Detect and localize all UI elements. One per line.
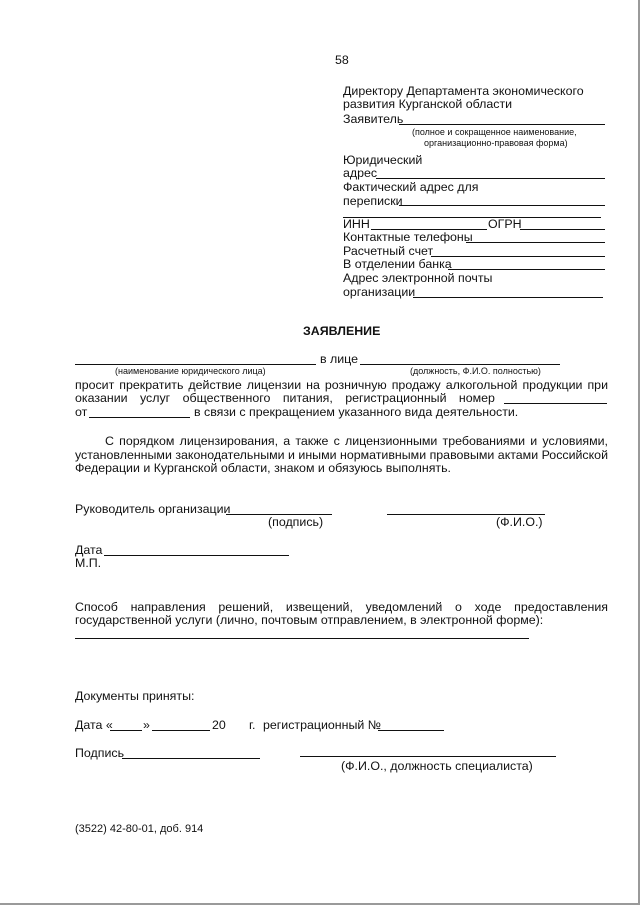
accepted-month-line[interactable] <box>152 730 210 731</box>
legal-address-label-2: адрес <box>343 166 378 180</box>
addressee-line-1: Директору Департамента экономического <box>343 84 584 98</box>
registration-number-line[interactable] <box>378 730 444 731</box>
accepted-day-line[interactable] <box>110 730 142 731</box>
specialist-hint: (Ф.И.О., должность специалиста) <box>341 759 533 773</box>
addressee-line-2: развития Курганской области <box>343 97 513 111</box>
position-fio-line[interactable] <box>360 364 560 365</box>
body2-line-1: С порядком лицензирования, а также с лицензионными требованиями и условиями, <box>105 434 608 448</box>
legal-address-line[interactable] <box>376 178 605 179</box>
accepted-year-prefix: 20 <box>212 718 226 732</box>
license-number-line[interactable] <box>504 403 607 404</box>
body-word: оказании <box>75 391 128 405</box>
fio-hint: (Ф.И.О.) <box>496 515 543 529</box>
phones-label: Контактные телефоны <box>343 230 473 244</box>
account-line[interactable] <box>431 256 605 257</box>
org-name-line[interactable] <box>75 364 316 365</box>
body2-line-2: установленными законодательными и иными нормативными правовыми актами Российской <box>75 448 608 462</box>
in-person-label: в лице <box>320 352 359 366</box>
account-label: Расчетный счет <box>343 244 434 258</box>
email-label-2: организации <box>343 285 416 299</box>
body-word: услуг <box>139 391 171 405</box>
date-line[interactable] <box>104 555 289 556</box>
email-line[interactable] <box>413 297 603 298</box>
registration-number-label: регистрационный № <box>263 718 382 732</box>
stamp-label: М.П. <box>75 556 102 570</box>
date-label: Дата <box>75 543 103 557</box>
method-line[interactable] <box>75 638 529 639</box>
body-word: общественного <box>182 391 271 405</box>
applicant-label: Заявитель <box>343 112 404 126</box>
footer-phone: (3522) 42-80-01, доб. 914 <box>75 823 204 835</box>
method-line-1: Способ направления решений, извещений, уведомлений о ходе предоставления <box>75 600 608 614</box>
ogrn-label: ОГРН <box>488 217 522 231</box>
phones-line[interactable] <box>466 242 605 243</box>
accepted-sign-line[interactable] <box>122 758 260 759</box>
ogrn-line[interactable] <box>520 229 605 230</box>
accepted-sign-label: Подпись <box>75 746 125 760</box>
page-number: 58 <box>335 53 349 67</box>
body2-line-3: Федерации и Курганской области, знаком и обязуюсь выполнять. <box>75 461 451 475</box>
applicant-hint-1: (полное и сокращенное наименование, <box>412 127 577 137</box>
bank-label: В отделении банка <box>343 257 452 271</box>
method-line-2: государственной услуги (лично, почтовым отправлением, в электронной форме): <box>75 613 544 627</box>
accepted-year-suffix: г. <box>249 718 256 732</box>
org-name-hint: (наименование юридического лица) <box>115 366 266 376</box>
license-date-line[interactable] <box>89 417 190 418</box>
body-word: номер <box>458 391 495 405</box>
applicant-hint-2: организационно-правовая форма) <box>424 138 568 148</box>
position-fio-hint: (должность, Ф.И.О. полностью) <box>410 366 541 376</box>
body-line-2 <box>75 391 495 406</box>
accepted-title: Документы приняты: <box>75 689 195 703</box>
applicant-line[interactable] <box>399 124 605 125</box>
specialist-line[interactable] <box>300 756 556 757</box>
signature-hint: (подпись) <box>268 515 324 529</box>
email-label-1: Адрес электронной почты <box>343 271 493 285</box>
accepted-date-close: » <box>143 718 150 732</box>
from-label: от <box>75 405 88 419</box>
accepted-date-label: Дата « <box>75 718 113 732</box>
document-title: ЗАЯВЛЕНИЕ <box>303 324 381 338</box>
bank-line[interactable] <box>448 269 605 270</box>
legal-address-label-1: Юридический <box>343 153 423 167</box>
body-word: питания, <box>282 391 333 405</box>
head-label: Руководитель организации <box>75 502 231 516</box>
termination-reason: в связи с прекращением указанного вида деятельности. <box>194 405 519 419</box>
actual-address-line[interactable] <box>399 205 605 206</box>
actual-address-label-1: Фактический адрес для <box>343 180 479 194</box>
inn-label: ИНН <box>343 217 370 231</box>
actual-address-extra-line[interactable] <box>343 217 601 218</box>
actual-address-label-2: переписки <box>343 194 403 208</box>
body-word: регистрационный <box>345 391 447 405</box>
body-line-1: просит прекратить действие лицензии на розничную продажу алкогольной продукции при <box>75 378 608 392</box>
